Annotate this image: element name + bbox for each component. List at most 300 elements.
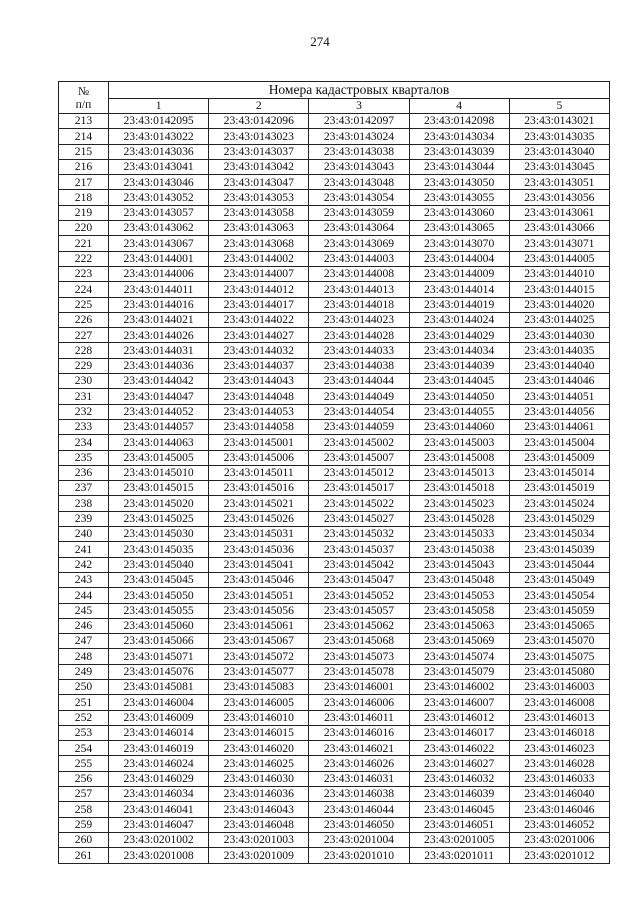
row-number-cell: 260 <box>59 832 109 847</box>
cadastral-number-cell: 23:43:0143055 <box>409 190 509 205</box>
row-number-cell: 259 <box>59 817 109 832</box>
row-number-cell: 256 <box>59 771 109 786</box>
cadastral-number-cell: 23:43:0144009 <box>409 266 509 281</box>
cadastral-number-cell: 23:43:0145075 <box>509 649 609 664</box>
cadastral-number-cell: 23:43:0143040 <box>509 144 609 159</box>
cadastral-number-cell: 23:43:0143038 <box>309 144 409 159</box>
cadastral-number-cell: 23:43:0144058 <box>209 419 309 434</box>
cadastral-number-cell: 23:43:0201003 <box>209 832 309 847</box>
row-number-cell: 217 <box>59 175 109 190</box>
cadastral-number-cell: 23:43:0145056 <box>209 603 309 618</box>
cadastral-number-cell: 23:43:0146019 <box>109 741 209 756</box>
cadastral-number-cell: 23:43:0145067 <box>209 634 309 649</box>
cadastral-number-cell: 23:43:0145018 <box>409 481 509 496</box>
cadastral-number-cell: 23:43:0142096 <box>209 114 309 129</box>
table-row <box>59 496 610 511</box>
cadastral-number-cell: 23:43:0144039 <box>409 358 509 373</box>
row-number-cell: 236 <box>59 465 109 480</box>
cadastral-number-cell: 23:43:0144024 <box>409 312 509 327</box>
cadastral-number-cell: 23:43:0143048 <box>309 175 409 190</box>
page-number: 274 <box>310 34 330 49</box>
cadastral-number-cell: 23:43:0143058 <box>209 205 309 220</box>
cadastral-number-cell: 23:43:0144026 <box>109 328 209 343</box>
cadastral-number-cell: 23:43:0144057 <box>109 419 209 434</box>
cadastral-number-cell: 23:43:0145037 <box>309 542 409 557</box>
cadastral-number-cell: 23:43:0145055 <box>109 603 209 618</box>
row-number-cell: 244 <box>59 588 109 603</box>
row-number-cell: 216 <box>59 159 109 174</box>
cadastral-number-cell: 23:43:0145044 <box>509 557 609 572</box>
cadastral-number-cell: 23:43:0143024 <box>309 129 409 144</box>
table-row <box>59 190 610 205</box>
row-number-cell: 246 <box>59 618 109 633</box>
cadastral-number-cell: 23:43:0145066 <box>109 634 209 649</box>
cadastral-number-cell: 23:43:0144047 <box>109 389 209 404</box>
cadastral-number-cell: 23:43:0143050 <box>409 175 509 190</box>
cadastral-number-cell: 23:43:0146044 <box>309 802 409 817</box>
table-row <box>59 787 610 802</box>
table-row <box>59 741 610 756</box>
column-number-header: 4 <box>409 99 509 114</box>
cadastral-number-cell: 23:43:0143071 <box>509 236 609 251</box>
row-number-cell: 232 <box>59 404 109 419</box>
cadastral-number-cell: 23:43:0146032 <box>409 771 509 786</box>
cadastral-number-cell: 23:43:0145078 <box>309 664 409 679</box>
cadastral-number-cell: 23:43:0143065 <box>409 221 509 236</box>
cadastral-number-cell: 23:43:0145038 <box>409 542 509 557</box>
row-number-cell: 255 <box>59 756 109 771</box>
cadastral-number-cell: 23:43:0144037 <box>209 358 309 373</box>
cadastral-number-cell: 23:43:0146015 <box>209 725 309 740</box>
column-number-header: 3 <box>309 99 409 114</box>
cadastral-number-cell: 23:43:0143060 <box>409 205 509 220</box>
cadastral-number-cell: 23:43:0145003 <box>409 435 509 450</box>
cadastral-number-cell: 23:43:0146024 <box>109 756 209 771</box>
cadastral-number-cell: 23:43:0143035 <box>509 129 609 144</box>
table-header-row <box>59 82 610 99</box>
table-row <box>59 481 610 496</box>
row-number-cell: 248 <box>59 649 109 664</box>
cadastral-number-cell: 23:43:0201002 <box>109 832 209 847</box>
cadastral-number-cell: 23:43:0146010 <box>209 710 309 725</box>
cadastral-number-cell: 23:43:0145060 <box>109 618 209 633</box>
cadastral-number-cell: 23:43:0146008 <box>509 695 609 710</box>
cadastral-number-cell: 23:43:0144049 <box>309 389 409 404</box>
cadastral-number-cell: 23:43:0143044 <box>409 159 509 174</box>
table-row <box>59 435 610 450</box>
cadastral-number-cell: 23:43:0144022 <box>209 312 309 327</box>
cadastral-number-cell: 23:43:0145074 <box>409 649 509 664</box>
cadastral-number-cell: 23:43:0144055 <box>409 404 509 419</box>
table-row <box>59 450 610 465</box>
table-row <box>59 404 610 419</box>
table-row <box>59 358 610 373</box>
cadastral-number-cell: 23:43:0145009 <box>509 450 609 465</box>
cadastral-number-cell: 23:43:0145053 <box>409 588 509 603</box>
row-number-cell: 231 <box>59 389 109 404</box>
cadastral-number-cell: 23:43:0201006 <box>509 832 609 847</box>
cadastral-number-cell: 23:43:0143046 <box>109 175 209 190</box>
cadastral-number-cell: 23:43:0144014 <box>409 282 509 297</box>
table-row <box>59 603 610 618</box>
table-row <box>59 465 610 480</box>
cadastral-number-cell: 23:43:0146005 <box>209 695 309 710</box>
row-number-cell: 218 <box>59 190 109 205</box>
cadastral-number-cell: 23:43:0144056 <box>509 404 609 419</box>
cadastral-number-cell: 23:43:0145062 <box>309 618 409 633</box>
table-row <box>59 389 610 404</box>
cadastral-number-cell: 23:43:0145007 <box>309 450 409 465</box>
cadastral-number-cell: 23:43:0146022 <box>409 741 509 756</box>
cadastral-number-cell: 23:43:0145065 <box>509 618 609 633</box>
table-row <box>59 848 610 863</box>
table-row <box>59 282 610 297</box>
cadastral-number-cell: 23:43:0144008 <box>309 266 409 281</box>
cadastral-number-cell: 23:43:0146043 <box>209 802 309 817</box>
cadastral-number-cell: 23:43:0143069 <box>309 236 409 251</box>
table-row <box>59 266 610 281</box>
cadastral-number-cell: 23:43:0201011 <box>409 848 509 863</box>
row-number-cell: 220 <box>59 221 109 236</box>
cadastral-number-cell: 23:43:0145054 <box>509 588 609 603</box>
cadastral-number-cell: 23:43:0146007 <box>409 695 509 710</box>
table-row <box>59 756 610 771</box>
cadastral-number-cell: 23:43:0146004 <box>109 695 209 710</box>
cadastral-number-cell: 23:43:0144031 <box>109 343 209 358</box>
cadastral-number-cell: 23:43:0144015 <box>509 282 609 297</box>
cadastral-number-cell: 23:43:0145021 <box>209 496 309 511</box>
table-row <box>59 236 610 251</box>
column-number-header: 1 <box>109 99 209 114</box>
row-number-cell: 242 <box>59 557 109 572</box>
cadastral-number-cell: 23:43:0145030 <box>109 527 209 542</box>
cadastral-number-cell: 23:43:0146050 <box>309 817 409 832</box>
row-number-cell: 229 <box>59 358 109 373</box>
cadastral-number-cell: 23:43:0145045 <box>109 572 209 587</box>
cadastral-number-cell: 23:43:0145081 <box>109 679 209 694</box>
cadastral-number-cell: 23:43:0144043 <box>209 374 309 389</box>
cadastral-number-cell: 23:43:0144050 <box>409 389 509 404</box>
cadastral-number-cell: 23:43:0145028 <box>409 511 509 526</box>
cadastral-number-cell: 23:43:0143053 <box>209 190 309 205</box>
cadastral-number-cell: 23:43:0201012 <box>509 848 609 863</box>
row-number-cell: 227 <box>59 328 109 343</box>
cadastral-number-cell: 23:43:0144013 <box>309 282 409 297</box>
cadastral-number-cell: 23:43:0145051 <box>209 588 309 603</box>
cadastral-number-cell: 23:43:0144029 <box>409 328 509 343</box>
cadastral-number-cell: 23:43:0143066 <box>509 221 609 236</box>
cadastral-number-cell: 23:43:0143057 <box>109 205 209 220</box>
cadastral-number-cell: 23:43:0146006 <box>309 695 409 710</box>
cadastral-number-cell: 23:43:0144028 <box>309 328 409 343</box>
table-row <box>59 649 610 664</box>
cadastral-number-cell: 23:43:0142097 <box>309 114 409 129</box>
cadastral-number-cell: 23:43:0145022 <box>309 496 409 511</box>
cadastral-number-cell: 23:43:0143034 <box>409 129 509 144</box>
cadastral-number-cell: 23:43:0144002 <box>209 251 309 266</box>
cadastral-number-cell: 23:43:0144060 <box>409 419 509 434</box>
table-body <box>59 114 610 864</box>
cadastral-number-cell: 23:43:0146013 <box>509 710 609 725</box>
row-number-cell: 254 <box>59 741 109 756</box>
table-row <box>59 328 610 343</box>
cadastral-number-cell: 23:43:0144023 <box>309 312 409 327</box>
cadastral-number-cell: 23:43:0144044 <box>309 374 409 389</box>
row-number-cell: 243 <box>59 572 109 587</box>
table-row <box>59 419 610 434</box>
cadastral-number-cell: 23:43:0146041 <box>109 802 209 817</box>
cadastral-number-cell: 23:43:0146051 <box>409 817 509 832</box>
cadastral-number-cell: 23:43:0144059 <box>309 419 409 434</box>
cadastral-number-cell: 23:43:0143067 <box>109 236 209 251</box>
row-number-cell: 226 <box>59 312 109 327</box>
cadastral-number-cell: 23:43:0146038 <box>309 787 409 802</box>
cadastral-number-cell: 23:43:0144004 <box>409 251 509 266</box>
cadastral-number-cell: 23:43:0146048 <box>209 817 309 832</box>
cadastral-number-cell: 23:43:0146040 <box>509 787 609 802</box>
row-number-cell: 222 <box>59 251 109 266</box>
cadastral-number-cell: 23:43:0145069 <box>409 634 509 649</box>
cadastral-number-cell: 23:43:0146002 <box>409 679 509 694</box>
cadastral-number-cell: 23:43:0144035 <box>509 343 609 358</box>
cadastral-number-cell: 23:43:0201010 <box>309 848 409 863</box>
cadastral-number-cell: 23:43:0144005 <box>509 251 609 266</box>
cadastral-number-cell: 23:43:0142098 <box>409 114 509 129</box>
cadastral-number-cell: 23:43:0143062 <box>109 221 209 236</box>
table-row <box>59 175 610 190</box>
cadastral-number-cell: 23:43:0144045 <box>409 374 509 389</box>
cadastral-number-cell: 23:43:0142095 <box>109 114 209 129</box>
row-number-cell: 219 <box>59 205 109 220</box>
cadastral-number-cell: 23:43:0145040 <box>109 557 209 572</box>
cadastral-number-cell: 23:43:0145026 <box>209 511 309 526</box>
cadastral-number-cell: 23:43:0145058 <box>409 603 509 618</box>
cadastral-number-cell: 23:43:0144025 <box>509 312 609 327</box>
cadastral-number-cell: 23:43:0145029 <box>509 511 609 526</box>
cadastral-number-cell: 23:43:0145041 <box>209 557 309 572</box>
cadastral-number-cell: 23:43:0145059 <box>509 603 609 618</box>
cadastral-number-cell: 23:43:0145079 <box>409 664 509 679</box>
cadastral-number-cell: 23:43:0146018 <box>509 725 609 740</box>
row-number-cell: 214 <box>59 129 109 144</box>
cadastral-number-cell: 23:43:0143042 <box>209 159 309 174</box>
row-number-cell: 228 <box>59 343 109 358</box>
cadastral-number-cell: 23:43:0145017 <box>309 481 409 496</box>
table-row <box>59 664 610 679</box>
table-row <box>59 618 610 633</box>
cadastral-number-cell: 23:43:0146047 <box>109 817 209 832</box>
cadastral-number-cell: 23:43:0145047 <box>309 572 409 587</box>
cadastral-number-cell: 23:43:0143022 <box>109 129 209 144</box>
cadastral-number-cell: 23:43:0145010 <box>109 465 209 480</box>
cadastral-number-cell: 23:43:0144033 <box>309 343 409 358</box>
row-number-cell: 240 <box>59 527 109 542</box>
cadastral-number-cell: 23:43:0144063 <box>109 435 209 450</box>
cadastral-number-cell: 23:43:0145012 <box>309 465 409 480</box>
cadastral-number-cell: 23:43:0144010 <box>509 266 609 281</box>
cadastral-number-cell: 23:43:0146034 <box>109 787 209 802</box>
cadastral-number-cell: 23:43:0144019 <box>409 297 509 312</box>
cadastral-number-cell: 23:43:0144021 <box>109 312 209 327</box>
column-number-row <box>59 99 610 114</box>
cadastral-number-cell: 23:43:0144046 <box>509 374 609 389</box>
table-row <box>59 343 610 358</box>
cadastral-number-cell: 23:43:0145048 <box>409 572 509 587</box>
column-number-header: 5 <box>509 99 609 114</box>
row-number-cell: 261 <box>59 848 109 863</box>
table-row <box>59 817 610 832</box>
row-number-header-label: № <box>77 84 90 98</box>
cadastral-number-cell: 23:43:0146030 <box>209 771 309 786</box>
cadastral-number-cell: 23:43:0145031 <box>209 527 309 542</box>
row-number-cell: 250 <box>59 679 109 694</box>
table-title-header: Номера кадастровых кварталов <box>109 82 610 99</box>
cadastral-number-cell: 23:43:0146031 <box>309 771 409 786</box>
cadastral-number-cell: 23:43:0145072 <box>209 649 309 664</box>
table-row <box>59 572 610 587</box>
table-row <box>59 251 610 266</box>
cadastral-number-cell: 23:43:0145036 <box>209 542 309 557</box>
row-number-cell: 223 <box>59 266 109 281</box>
table-row <box>59 802 610 817</box>
cadastral-number-cell: 23:43:0145043 <box>409 557 509 572</box>
cadastral-number-cell: 23:43:0146020 <box>209 741 309 756</box>
cadastral-number-cell: 23:43:0143045 <box>509 159 609 174</box>
cadastral-number-cell: 23:43:0145063 <box>409 618 509 633</box>
cadastral-number-cell: 23:43:0146001 <box>309 679 409 694</box>
cadastral-number-cell: 23:43:0144042 <box>109 374 209 389</box>
cadastral-number-cell: 23:43:0143039 <box>409 144 509 159</box>
cadastral-number-cell: 23:43:0144012 <box>209 282 309 297</box>
row-number-cell: 234 <box>59 435 109 450</box>
cadastral-number-cell: 23:43:0145042 <box>309 557 409 572</box>
cadastral-number-cell: 23:43:0146026 <box>309 756 409 771</box>
cadastral-number-cell: 23:43:0145016 <box>209 481 309 496</box>
row-number-cell: 237 <box>59 481 109 496</box>
cadastral-number-cell: 23:43:0144001 <box>109 251 209 266</box>
cadastral-number-cell: 23:43:0145023 <box>409 496 509 511</box>
cadastral-number-cell: 23:43:0146046 <box>509 802 609 817</box>
row-number-cell: 258 <box>59 802 109 817</box>
cadastral-number-cell: 23:43:0146036 <box>209 787 309 802</box>
cadastral-number-cell: 23:43:0145061 <box>209 618 309 633</box>
cadastral-number-cell: 23:43:0145013 <box>409 465 509 480</box>
cadastral-number-cell: 23:43:0144018 <box>309 297 409 312</box>
row-number-cell: 233 <box>59 419 109 434</box>
table-row <box>59 129 610 144</box>
cadastral-number-cell: 23:43:0145027 <box>309 511 409 526</box>
cadastral-number-cell: 23:43:0144051 <box>509 389 609 404</box>
cadastral-number-cell: 23:43:0143061 <box>509 205 609 220</box>
cadastral-number-cell: 23:43:0143051 <box>509 175 609 190</box>
cadastral-number-cell: 23:43:0143064 <box>309 221 409 236</box>
cadastral-number-cell: 23:43:0145077 <box>209 664 309 679</box>
table-row <box>59 588 610 603</box>
row-number-cell: 252 <box>59 710 109 725</box>
cadastral-number-cell: 23:43:0146012 <box>409 710 509 725</box>
cadastral-table-container <box>58 81 609 864</box>
cadastral-number-cell: 23:43:0146009 <box>109 710 209 725</box>
cadastral-number-cell: 23:43:0144052 <box>109 404 209 419</box>
column-number-header: 2 <box>209 99 309 114</box>
table-row <box>59 557 610 572</box>
cadastral-number-cell: 23:43:0145008 <box>409 450 509 465</box>
cadastral-number-cell: 23:43:0145070 <box>509 634 609 649</box>
cadastral-number-cell: 23:43:0144054 <box>309 404 409 419</box>
cadastral-number-cell: 23:43:0144034 <box>409 343 509 358</box>
cadastral-number-cell: 23:43:0143047 <box>209 175 309 190</box>
cadastral-number-cell: 23:43:0145083 <box>209 679 309 694</box>
cadastral-number-cell: 23:43:0145080 <box>509 664 609 679</box>
row-number-cell: 251 <box>59 695 109 710</box>
cadastral-number-cell: 23:43:0201005 <box>409 832 509 847</box>
cadastral-number-cell: 23:43:0145035 <box>109 542 209 557</box>
cadastral-number-cell: 23:43:0143041 <box>109 159 209 174</box>
cadastral-number-cell: 23:43:0145014 <box>509 465 609 480</box>
cadastral-number-cell: 23:43:0146023 <box>509 741 609 756</box>
cadastral-number-cell: 23:43:0144011 <box>109 282 209 297</box>
table-row <box>59 144 610 159</box>
cadastral-table <box>58 81 610 864</box>
cadastral-number-cell: 23:43:0145049 <box>509 572 609 587</box>
cadastral-number-cell: 23:43:0145052 <box>309 588 409 603</box>
cadastral-number-cell: 23:43:0145025 <box>109 511 209 526</box>
cadastral-number-cell: 23:43:0201004 <box>309 832 409 847</box>
row-number-cell: 215 <box>59 144 109 159</box>
cadastral-number-cell: 23:43:0145034 <box>509 527 609 542</box>
cadastral-number-cell: 23:43:0146028 <box>509 756 609 771</box>
cadastral-number-cell: 23:43:0145046 <box>209 572 309 587</box>
cadastral-number-cell: 23:43:0145005 <box>109 450 209 465</box>
cadastral-number-cell: 23:43:0143054 <box>309 190 409 205</box>
cadastral-number-cell: 23:43:0143036 <box>109 144 209 159</box>
cadastral-number-cell: 23:43:0146045 <box>409 802 509 817</box>
cadastral-number-cell: 23:43:0146027 <box>409 756 509 771</box>
cadastral-number-cell: 23:43:0146017 <box>409 725 509 740</box>
cadastral-number-cell: 23:43:0145015 <box>109 481 209 496</box>
cadastral-number-cell: 23:43:0143068 <box>209 236 309 251</box>
cadastral-number-cell: 23:43:0146021 <box>309 741 409 756</box>
cadastral-number-cell: 23:43:0144017 <box>209 297 309 312</box>
table-row <box>59 679 610 694</box>
cadastral-number-cell: 23:43:0146014 <box>109 725 209 740</box>
table-row <box>59 527 610 542</box>
row-number-cell: 230 <box>59 374 109 389</box>
cadastral-number-cell: 23:43:0143043 <box>309 159 409 174</box>
cadastral-number-cell: 23:43:0145002 <box>309 435 409 450</box>
cadastral-number-cell: 23:43:0143059 <box>309 205 409 220</box>
row-number-cell: 224 <box>59 282 109 297</box>
cadastral-number-cell: 23:43:0145071 <box>109 649 209 664</box>
row-number-cell: 221 <box>59 236 109 251</box>
cadastral-number-cell: 23:43:0146033 <box>509 771 609 786</box>
table-row <box>59 542 610 557</box>
table-row <box>59 114 610 129</box>
row-number-cell: 257 <box>59 787 109 802</box>
cadastral-number-cell: 23:43:0145050 <box>109 588 209 603</box>
row-number-cell: 249 <box>59 664 109 679</box>
table-row <box>59 205 610 220</box>
cadastral-number-cell: 23:43:0143023 <box>209 129 309 144</box>
cadastral-number-cell: 23:43:0143021 <box>509 114 609 129</box>
cadastral-number-cell: 23:43:0146016 <box>309 725 409 740</box>
table-row <box>59 725 610 740</box>
cadastral-number-cell: 23:43:0146025 <box>209 756 309 771</box>
cadastral-number-cell: 23:43:0144038 <box>309 358 409 373</box>
cadastral-number-cell: 23:43:0146003 <box>509 679 609 694</box>
cadastral-number-cell: 23:43:0145024 <box>509 496 609 511</box>
row-number-cell: 225 <box>59 297 109 312</box>
